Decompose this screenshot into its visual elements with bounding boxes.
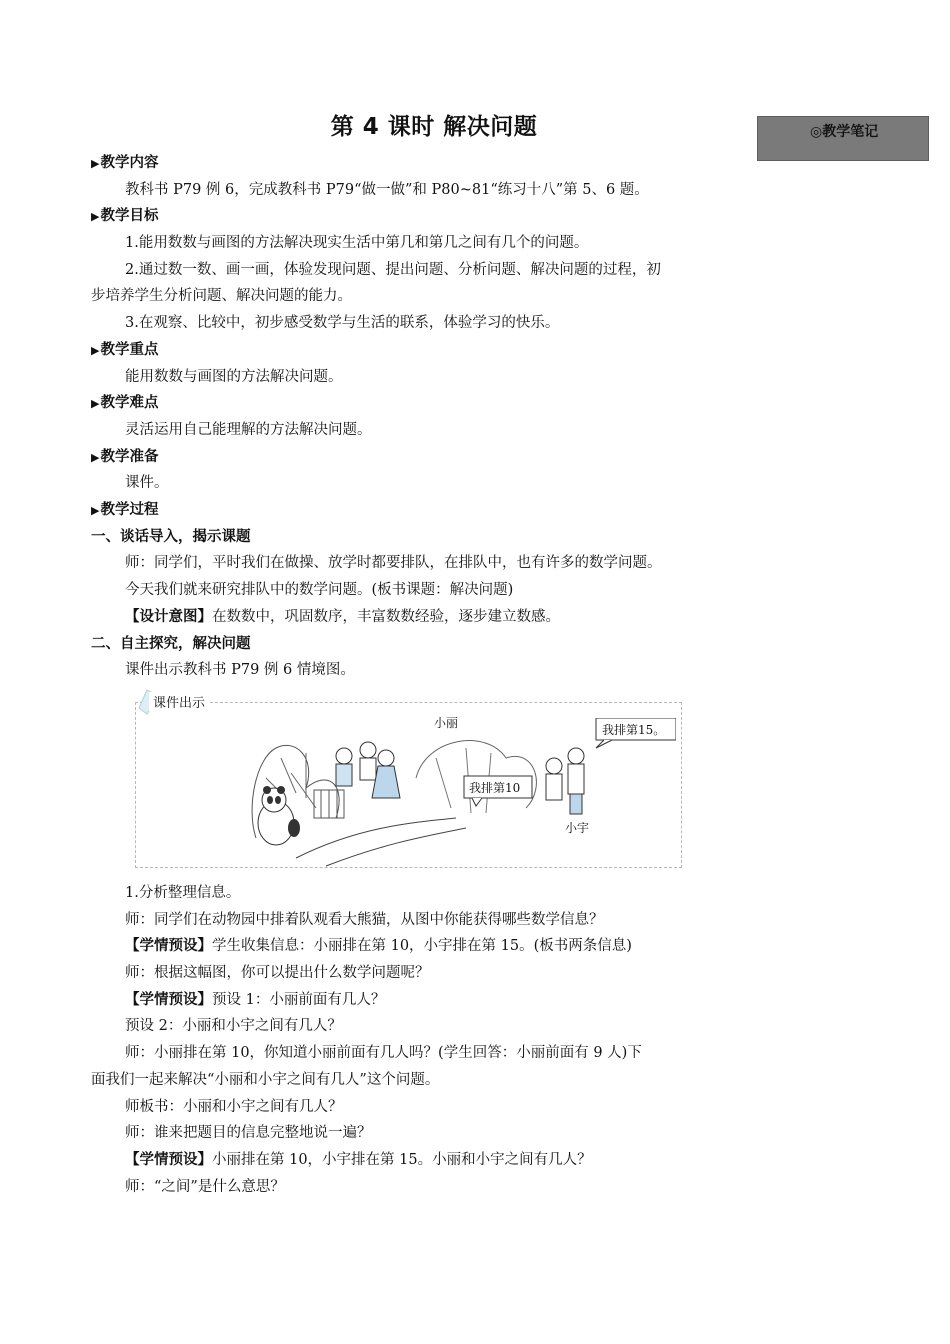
courseware-figure <box>91 688 741 878</box>
goal-1: 1.能用数数与画图的方法解决现实生活中第几和第几之间有几个的问题。 <box>125 235 589 252</box>
preset-tag: 【学情预设】 <box>125 1151 212 1168</box>
triangle-icon: ▶ <box>91 157 100 170</box>
heading-content: ▶教学内容 <box>91 155 159 171</box>
figure-label: 课件出示 <box>149 692 209 711</box>
goal-2-cont: 步培养学生分析问题、解决问题的能力。 <box>91 288 352 305</box>
heading-process: ▶教学过程 <box>91 502 159 519</box>
name-xiaoli: 小丽 <box>434 715 459 730</box>
page-title: 第 4 课时 解决问题 <box>330 114 538 140</box>
preset-3: 预设 2：小丽和小宇之间有几人？ <box>125 1018 342 1035</box>
triangle-icon: ▶ <box>91 450 100 464</box>
part1-line2: 今天我们就来研究排队中的数学问题。(板书课题：解决问题) <box>125 582 514 599</box>
triangle-icon: ▶ <box>91 504 100 518</box>
preset-tag: 【学情预设】 <box>125 991 212 1008</box>
heading-difficulty: ▶教学难点 <box>91 395 159 412</box>
part2-intro: 课件出示教科书 P79 例 6 情境图。 <box>125 662 355 679</box>
teaching-notes-box: ◎教学笔记 <box>757 116 929 161</box>
triangle-icon: ▶ <box>91 210 100 224</box>
part1-heading: 一、谈话导入，揭示课题 <box>91 528 251 545</box>
question-1: 师：同学们在动物园中排着队观看大熊猫，从图中你能获得哪些数学信息？ <box>125 911 604 928</box>
question-3-cont: 面我们一起来解决“小丽和小宇之间有几人”这个问题。 <box>91 1071 440 1088</box>
lesson-content <box>91 150 741 1200</box>
heading-key: ▶教学重点 <box>91 341 159 358</box>
triangle-icon: ▶ <box>91 397 100 411</box>
question-5: 师：“之间”是什么意思？ <box>125 1178 285 1195</box>
design-text: 在数数中，巩固数序，丰富数数经验，逐步建立数感。 <box>212 608 560 625</box>
bubble-10: 我排第10 <box>469 780 521 795</box>
preset-2: 【学情预设】预设 1：小丽前面有几人？ <box>125 991 386 1008</box>
queue-scene-illustration <box>236 718 676 868</box>
design-tag: 【设计意图】 <box>125 608 212 625</box>
part1-line1: 师：同学们，平时我们在做操、放学时都要排队，在排队中，也有许多的数学问题。 <box>125 555 662 572</box>
prep-text: 课件。 <box>125 475 169 492</box>
question-4: 师：谁来把题目的信息完整地说一遍？ <box>125 1125 372 1142</box>
preset-tag: 【学情预设】 <box>125 938 212 955</box>
key-text: 能用数数与画图的方法解决问题。 <box>125 368 343 385</box>
board-note: 师板书：小丽和小宇之间有几人？ <box>125 1098 343 1115</box>
question-2: 师：根据这幅图，你可以提出什么数学问题呢？ <box>125 965 430 982</box>
question-3: 师：小丽排在第 10，你知道小丽前面有几人吗？(学生回答：小丽前面有 9 人)下 <box>125 1045 642 1062</box>
triangle-icon: ▶ <box>91 343 100 357</box>
name-xiaoyu: 小宇 <box>565 820 590 835</box>
goal-2: 2.通过数一数、画一画，体验发现问题、提出问题、分析问题、解决问题的过程，初 <box>125 261 661 278</box>
preset-1: 【学情预设】学生收集信息：小丽排在第 10，小宇排在第 15。(板书两条信息) <box>125 938 632 955</box>
heading-goals: ▶教学目标 <box>91 208 159 225</box>
step-1: 1.分析整理信息。 <box>125 884 241 901</box>
heading-prep: ▶教学准备 <box>91 448 159 465</box>
content-text: 教科书 P79 例 6，完成教科书 P79“做一做”和 P80~81“练习十八”第 5、6 题。 <box>125 181 649 198</box>
preset-4: 【学情预设】小丽排在第 10，小宇排在第 15。小丽和小宇之间有几人？ <box>125 1151 592 1168</box>
design-intent <box>91 604 741 631</box>
difficulty-text: 灵活运用自己能理解的方法解决问题。 <box>125 421 372 438</box>
bubble-15: 我排第15。 <box>602 722 666 737</box>
part2-heading: 二、自主探究，解决问题 <box>91 635 251 652</box>
goal-3: 3.在观察、比较中，初步感受数学与生活的联系，体验学习的快乐。 <box>125 315 560 332</box>
